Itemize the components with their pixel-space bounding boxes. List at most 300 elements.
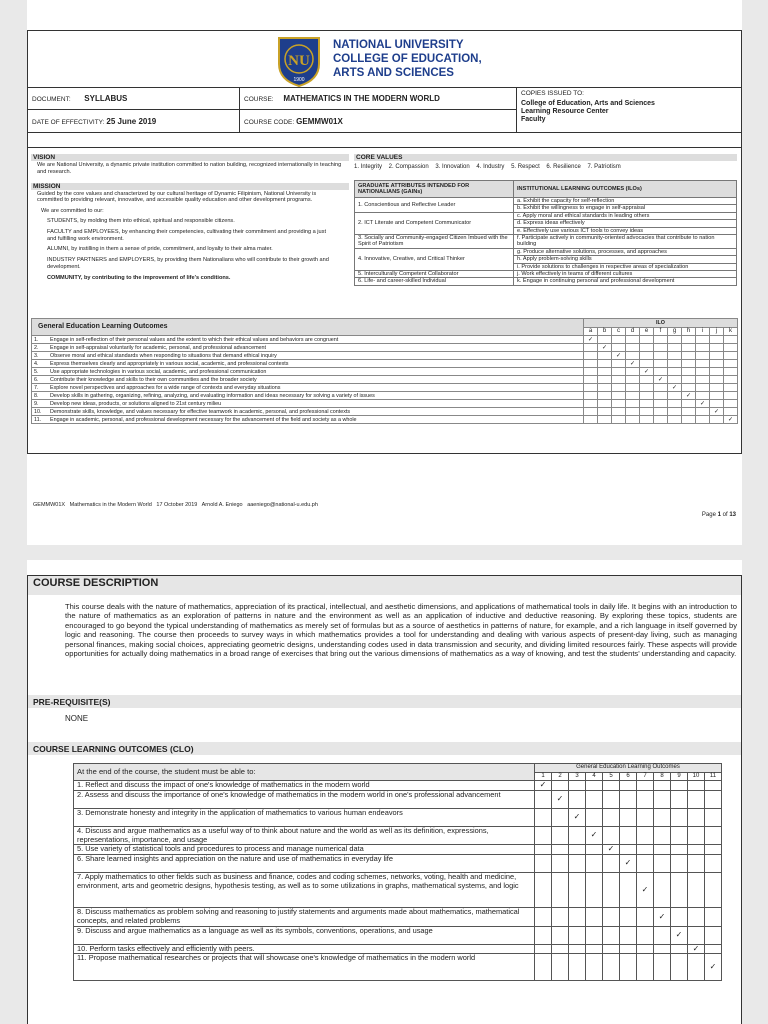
ilo-empty-cell [682, 400, 696, 408]
svg-text:NU: NU [288, 53, 310, 69]
clo-empty-cell [552, 808, 569, 826]
clo-geo-number: 1 [535, 772, 552, 781]
ge-outcome-text: 4. Express themselves clearly and appropriately in various social, academic, and professional contexts [32, 360, 584, 368]
clo-empty-cell [603, 908, 620, 926]
mission-item: ALUMNI, by instilling in them a sense of pride, commitment, and loyalty to their alma mater. [47, 246, 273, 253]
ilo-checkmark: ✓ [612, 352, 626, 360]
ge-outcomes-ilo-table [31, 318, 738, 424]
copies-item: Faculty [521, 116, 546, 123]
clo-empty-cell [654, 845, 671, 855]
ilo-empty-cell [682, 384, 696, 392]
clo-intro: At the end of the course, the student must be able to: [74, 764, 535, 781]
ilo-empty-cell [598, 368, 612, 376]
university-seal-icon [275, 36, 323, 88]
clo-empty-cell [552, 854, 569, 872]
clo-row [74, 872, 722, 907]
effectivity-value: 25 June 2019 [106, 116, 157, 126]
ilo-empty-cell [654, 360, 668, 368]
ilo-item: j. Work effectively in teams of different cultures [514, 271, 737, 278]
ilo-empty-cell [724, 344, 738, 352]
course-code-value: GEMMW01X [296, 116, 343, 126]
clo-checkmark: ✓ [586, 826, 603, 844]
clo-text: 5. Use variety of statistical tools and procedures to process and manage numerical data [74, 845, 535, 855]
ilo-letter-header: h [682, 327, 696, 336]
clo-empty-cell [637, 790, 654, 808]
ilo-checkmark: ✓ [584, 336, 598, 344]
ilo-empty-cell [710, 384, 724, 392]
ilo-header: INSTITUTIONAL LEARNING OUTCOMES (ILOs) [514, 181, 737, 198]
vision-title: VISION [31, 154, 349, 161]
gain-item: 2. ICT Literate and Competent Communicator [355, 212, 514, 234]
clo-empty-cell [637, 808, 654, 826]
clo-empty-cell [671, 872, 688, 907]
clo-empty-cell [535, 790, 552, 808]
clo-empty-cell [705, 854, 722, 872]
ilo-empty-cell [710, 336, 724, 344]
clo-empty-cell [688, 826, 705, 844]
ilo-empty-cell [654, 408, 668, 416]
clo-empty-cell [552, 954, 569, 981]
ilo-empty-cell [654, 344, 668, 352]
ilo-column-label: ILO [584, 319, 738, 328]
ilo-empty-cell [696, 344, 710, 352]
clo-empty-cell [688, 854, 705, 872]
clo-empty-cell [586, 808, 603, 826]
ilo-item: b. Exhibit the willingness to engage in self-appraisal [514, 205, 737, 212]
ilo-empty-cell [598, 376, 612, 384]
prereq-band [28, 695, 741, 708]
ilo-empty-cell [724, 400, 738, 408]
ilo-checkmark: ✓ [682, 392, 696, 400]
vision-mission-column [31, 154, 349, 284]
clo-empty-cell [620, 926, 637, 944]
university-line-2: COLLEGE OF EDUCATION, [333, 53, 482, 65]
gain-item: 4. Innovative, Creative, and Critical Thinker [355, 248, 514, 270]
clo-geo-number: 8 [654, 772, 671, 781]
ilo-empty-cell [598, 400, 612, 408]
clo-empty-cell [637, 926, 654, 944]
clo-empty-cell [705, 845, 722, 855]
ilo-empty-cell [710, 400, 724, 408]
clo-empty-cell [603, 781, 620, 791]
ilo-empty-cell [696, 376, 710, 384]
ilo-empty-cell [640, 376, 654, 384]
clo-row [74, 926, 722, 944]
copies-cell [517, 88, 742, 133]
mission-item: FACULTY and EMPLOYEES, by enhancing their competencies, cultivating their commitment and providing a just and fulfilling work environment. [47, 228, 326, 242]
ge-outcome-text: 11. Engage in academic, personal, and professional development necessary for the advancement of the field and society as a whole [32, 416, 584, 424]
clo-empty-cell [654, 854, 671, 872]
ilo-letter-header: j [710, 327, 724, 336]
clo-checkmark: ✓ [637, 872, 654, 907]
ilo-item: k. Engage in continuing personal and professional development [514, 278, 737, 285]
header-divider [27, 147, 742, 148]
ilo-empty-cell [640, 416, 654, 424]
clo-empty-cell [552, 926, 569, 944]
clo-empty-cell [620, 845, 637, 855]
syllabus-page-2 [27, 560, 742, 1024]
ilo-empty-cell [640, 352, 654, 360]
ilo-empty-cell [640, 360, 654, 368]
ilo-empty-cell [682, 408, 696, 416]
ilo-empty-cell [612, 392, 626, 400]
ilo-empty-cell [612, 408, 626, 416]
syllabus-page-1 [27, 0, 742, 545]
clo-empty-cell [688, 790, 705, 808]
ilo-empty-cell [612, 384, 626, 392]
clo-empty-cell [535, 808, 552, 826]
ilo-letter-header: k [724, 327, 738, 336]
clo-row [74, 845, 722, 855]
clo-text: 9. Discuss and argue mathematics as a language as well as its symbols, conventions, operations, and usage [74, 926, 535, 944]
ilo-letter-header: a [584, 327, 598, 336]
ge-outcome-text: 3. Observe moral and ethical standards when responding to situations that demand ethical inquiry [32, 352, 584, 360]
ilo-empty-cell [696, 360, 710, 368]
clo-row [74, 781, 722, 791]
ilo-empty-cell [626, 352, 640, 360]
ilo-empty-cell [584, 416, 598, 424]
clo-geo-number: 10 [688, 772, 705, 781]
logo-year: 1900 [293, 77, 305, 83]
ge-outcome-row [32, 336, 738, 344]
clo-empty-cell [552, 872, 569, 907]
clo-empty-cell [569, 781, 586, 791]
clo-empty-cell [637, 826, 654, 844]
ilo-empty-cell [710, 392, 724, 400]
document-cell: DOCUMENT: SYLLABUS [28, 88, 240, 110]
ilo-item: d. Express ideas effectively [514, 220, 737, 227]
ilo-empty-cell [640, 400, 654, 408]
clo-empty-cell [637, 781, 654, 791]
ilo-empty-cell [640, 344, 654, 352]
clo-checkmark: ✓ [552, 790, 569, 808]
ilo-empty-cell [668, 416, 682, 424]
mission-item: COMMUNITY, by contributing to the improvement of life's conditions. [47, 274, 231, 281]
ilo-checkmark: ✓ [640, 368, 654, 376]
clo-empty-cell [535, 826, 552, 844]
ge-outcome-row [32, 392, 738, 400]
ge-outcome-row [32, 368, 738, 376]
ilo-item: c. Apply moral and ethical standards in leading others [514, 212, 737, 219]
copies-item: Learning Resource Center [521, 108, 609, 115]
clo-empty-cell [535, 854, 552, 872]
clo-empty-cell [705, 826, 722, 844]
ilo-empty-cell [626, 400, 640, 408]
clo-text: 7. Apply mathematics to other fields such as business and finance, codes and coding schemes, networks, voting, health and medicine, environment, arts and geometric designs, hypothesis testing, as well as to some utilizations in graphs, mathematical systems, and logic [74, 872, 535, 907]
clo-geo-number: 7 [637, 772, 654, 781]
effectivity-cell: DATE OF EFFECTIVITY: 25 June 2019 [28, 110, 240, 133]
gain-item: 5. Interculturally Competent Collaborator [355, 271, 514, 278]
ilo-empty-cell [584, 352, 598, 360]
ilo-empty-cell [640, 384, 654, 392]
clo-geo-number: 5 [603, 772, 620, 781]
ilo-empty-cell [654, 368, 668, 376]
ilo-empty-cell [710, 344, 724, 352]
gains-header: GRADUATE ATTRIBUTES INTENDED FOR NATIONALIANS (GAINs) [355, 181, 514, 198]
ilo-empty-cell [654, 384, 668, 392]
clo-checkmark: ✓ [535, 781, 552, 791]
ilo-empty-cell [626, 416, 640, 424]
clo-empty-cell [603, 808, 620, 826]
clo-empty-cell [705, 781, 722, 791]
ilo-empty-cell [696, 392, 710, 400]
clo-row [74, 826, 722, 844]
clo-empty-cell [654, 926, 671, 944]
ilo-empty-cell [654, 392, 668, 400]
course-code-cell: COURSE CODE: GEMMW01X [240, 110, 517, 133]
clo-empty-cell [569, 826, 586, 844]
ilo-empty-cell [584, 384, 598, 392]
prereq-title: PRE-REQUISITE(S) [33, 697, 111, 707]
core-values-title: CORE VALUES [354, 154, 737, 161]
ilo-empty-cell [598, 336, 612, 344]
ilo-letter-header: e [640, 327, 654, 336]
mission-item: STUDENTS, by molding them into ethical, spiritual and responsible citizens. [47, 217, 235, 224]
clo-empty-cell [688, 845, 705, 855]
clo-empty-cell [586, 872, 603, 907]
clo-empty-cell [688, 808, 705, 826]
clo-table [73, 763, 722, 981]
clo-empty-cell [705, 790, 722, 808]
clo-empty-cell [586, 954, 603, 981]
ilo-checkmark: ✓ [724, 416, 738, 424]
clo-empty-cell [569, 954, 586, 981]
clo-empty-cell [620, 908, 637, 926]
clo-text: 2. Assess and discuss the importance of one's knowledge of mathematics in the modern world in one's professional advancement [74, 790, 535, 808]
clo-empty-cell [552, 845, 569, 855]
clo-empty-cell [654, 808, 671, 826]
ilo-empty-cell [612, 344, 626, 352]
clo-empty-cell [586, 854, 603, 872]
ilo-empty-cell [598, 392, 612, 400]
clo-geo-number: 2 [552, 772, 569, 781]
ilo-empty-cell [682, 344, 696, 352]
ilo-empty-cell [724, 368, 738, 376]
ilo-empty-cell [612, 360, 626, 368]
clo-empty-cell [637, 845, 654, 855]
ilo-checkmark: ✓ [654, 376, 668, 384]
clo-empty-cell [637, 944, 654, 954]
clo-empty-cell [637, 908, 654, 926]
clo-checkmark: ✓ [603, 845, 620, 855]
clo-text: 1. Reflect and discuss the impact of one's knowledge of mathematics in the modern world [74, 781, 535, 791]
clo-checkmark: ✓ [654, 908, 671, 926]
ilo-empty-cell [584, 408, 598, 416]
clo-empty-cell [688, 908, 705, 926]
clo-empty-cell [620, 826, 637, 844]
clo-empty-cell [705, 944, 722, 954]
ilo-empty-cell [668, 376, 682, 384]
ilo-checkmark: ✓ [710, 408, 724, 416]
ilo-letter-header: i [696, 327, 710, 336]
clo-empty-cell [569, 872, 586, 907]
ilo-empty-cell [668, 368, 682, 376]
ilo-empty-cell [598, 384, 612, 392]
ilo-empty-cell [724, 336, 738, 344]
ilo-item: e. Effectively use various ICT tools to convey ideas [514, 227, 737, 234]
clo-empty-cell [569, 926, 586, 944]
ilo-empty-cell [710, 416, 724, 424]
ilo-empty-cell [710, 368, 724, 376]
ilo-empty-cell [696, 416, 710, 424]
clo-empty-cell [586, 926, 603, 944]
clo-empty-cell [603, 790, 620, 808]
clo-empty-cell [603, 954, 620, 981]
clo-checkmark: ✓ [569, 808, 586, 826]
clo-empty-cell [705, 908, 722, 926]
ilo-checkmark: ✓ [598, 344, 612, 352]
course-cell: COURSE: MATHEMATICS IN THE MODERN WORLD [240, 88, 517, 110]
ilo-empty-cell [724, 392, 738, 400]
clo-empty-cell [705, 808, 722, 826]
ilo-letter-header: f [654, 327, 668, 336]
clo-empty-cell [535, 845, 552, 855]
clo-empty-cell [552, 944, 569, 954]
ilo-checkmark: ✓ [696, 400, 710, 408]
clo-empty-cell [705, 872, 722, 907]
clo-geo-number: 9 [671, 772, 688, 781]
clo-text: 6. Share learned insights and appreciation on the nature and use of mathematics in everyday life [74, 854, 535, 872]
ilo-empty-cell [724, 408, 738, 416]
core-values-box [354, 154, 737, 173]
clo-empty-cell [535, 944, 552, 954]
ilo-empty-cell [696, 384, 710, 392]
ge-outcome-text: 7. Explore novel perspectives and approaches for a wide range of contexts and everyday situations [32, 384, 584, 392]
prereq-value: NONE [65, 714, 89, 723]
gain-item: 1. Conscientious and Reflective Leader [355, 198, 514, 213]
clo-empty-cell [688, 781, 705, 791]
ilo-letter-header: c [612, 327, 626, 336]
ge-outcome-text: 5. Use appropriate technologies in various social, academic, and professional communication [32, 368, 584, 376]
ge-outcomes-title: General Education Learning Outcomes [32, 319, 584, 336]
clo-empty-cell [671, 954, 688, 981]
clo-empty-cell [586, 944, 603, 954]
ilo-empty-cell [696, 352, 710, 360]
clo-empty-cell [552, 908, 569, 926]
ge-outcome-row [32, 376, 738, 384]
ilo-item: f. Participate actively in community-oriented advocacies that contribute to nation building [514, 235, 737, 249]
ilo-empty-cell [584, 400, 598, 408]
university-name [333, 38, 482, 80]
ge-outcome-text: 8. Develop skills in gathering, organizing, refining, analyzing, and evaluating information and ideas necessary for solving a variety of issues [32, 392, 584, 400]
clo-empty-cell [688, 926, 705, 944]
ilo-empty-cell [724, 360, 738, 368]
clo-text: 10. Perform tasks effectively and efficiently with peers. [74, 944, 535, 954]
ilo-empty-cell [584, 392, 598, 400]
clo-empty-cell [586, 908, 603, 926]
clo-empty-cell [586, 845, 603, 855]
ge-outcome-row [32, 360, 738, 368]
mission-item: INDUSTRY PARTNERS and EMPLOYERS, by providing them Nationalians who will contribute to their growth and development. [47, 257, 329, 270]
ilo-empty-cell [654, 352, 668, 360]
clo-empty-cell [620, 872, 637, 907]
clo-empty-cell [671, 854, 688, 872]
ilo-empty-cell [654, 416, 668, 424]
clo-text: 8. Discuss mathematics as problem solving and reasoning to justify statements and arguments made about mathematics, mathematical concepts, and related problems [74, 908, 535, 926]
ilo-empty-cell [724, 376, 738, 384]
ge-outcome-row [32, 400, 738, 408]
university-line-3: ARTS AND SCIENCES [333, 67, 454, 79]
document-value: SYLLABUS [84, 94, 128, 103]
ilo-empty-cell [598, 408, 612, 416]
clo-empty-cell [654, 954, 671, 981]
clo-row [74, 808, 722, 826]
ilo-empty-cell [668, 360, 682, 368]
gains-ilo-table [354, 180, 737, 286]
ilo-empty-cell [696, 368, 710, 376]
clo-checkmark: ✓ [671, 926, 688, 944]
clo-checkmark: ✓ [620, 854, 637, 872]
gain-item: 3. Socially and Community-engaged Citizen Imbued with the Spirit of Patriotism [355, 235, 514, 249]
ilo-empty-cell [654, 400, 668, 408]
clo-empty-cell [688, 954, 705, 981]
ilo-empty-cell [710, 360, 724, 368]
ilo-empty-cell [668, 392, 682, 400]
clo-empty-cell [654, 872, 671, 907]
copies-item: College of Education, Arts and Sciences [521, 100, 655, 107]
clo-empty-cell [586, 781, 603, 791]
ilo-item: g. Produce alternative solutions, processes, and approaches [514, 248, 737, 255]
clo-row [74, 908, 722, 926]
clo-empty-cell [620, 808, 637, 826]
copies-label: COPIES ISSUED TO: [521, 90, 584, 97]
clo-empty-cell [654, 826, 671, 844]
ilo-letter-header: d [626, 327, 640, 336]
clo-row [74, 854, 722, 872]
clo-checkmark: ✓ [688, 944, 705, 954]
clo-empty-cell [569, 908, 586, 926]
clo-empty-cell [552, 781, 569, 791]
clo-empty-cell [603, 944, 620, 954]
ilo-checkmark: ✓ [668, 384, 682, 392]
clo-empty-cell [535, 908, 552, 926]
mission-title: MISSION [31, 183, 349, 190]
ilo-empty-cell [584, 368, 598, 376]
clo-empty-cell [671, 908, 688, 926]
ilo-empty-cell [696, 408, 710, 416]
clo-empty-cell [671, 781, 688, 791]
clo-empty-cell [620, 790, 637, 808]
ilo-empty-cell [640, 392, 654, 400]
document-header-table [27, 87, 742, 133]
mission-text: Guided by the core values and characterized by our cultural heritage of Dynamic Filipinism, National University is committed to providing relevant, innovative, and accessible quality education and other development programs. [37, 190, 317, 204]
ilo-checkmark: ✓ [626, 360, 640, 368]
ilo-empty-cell [696, 336, 710, 344]
ilo-empty-cell [626, 376, 640, 384]
page-number: Page 1 of 13 [701, 512, 736, 518]
clo-title: COURSE LEARNING OUTCOMES (CLO) [33, 744, 194, 754]
clo-empty-cell [569, 854, 586, 872]
clo-empty-cell [637, 954, 654, 981]
ilo-empty-cell [668, 352, 682, 360]
clo-geo-number: 6 [620, 772, 637, 781]
mission-committed: We are committed to our: [41, 208, 104, 215]
clo-empty-cell [535, 954, 552, 981]
clo-empty-cell [603, 854, 620, 872]
clo-geo-number: 3 [569, 772, 586, 781]
clo-empty-cell [535, 926, 552, 944]
clo-checkmark: ✓ [705, 954, 722, 981]
clo-geo-number: 4 [586, 772, 603, 781]
ge-outcome-row [32, 416, 738, 424]
clo-empty-cell [620, 954, 637, 981]
clo-empty-cell [569, 845, 586, 855]
ilo-empty-cell [654, 336, 668, 344]
clo-empty-cell [671, 808, 688, 826]
clo-empty-cell [654, 944, 671, 954]
ilo-empty-cell [584, 360, 598, 368]
university-line-1: NATIONAL UNIVERSITY [333, 39, 464, 51]
